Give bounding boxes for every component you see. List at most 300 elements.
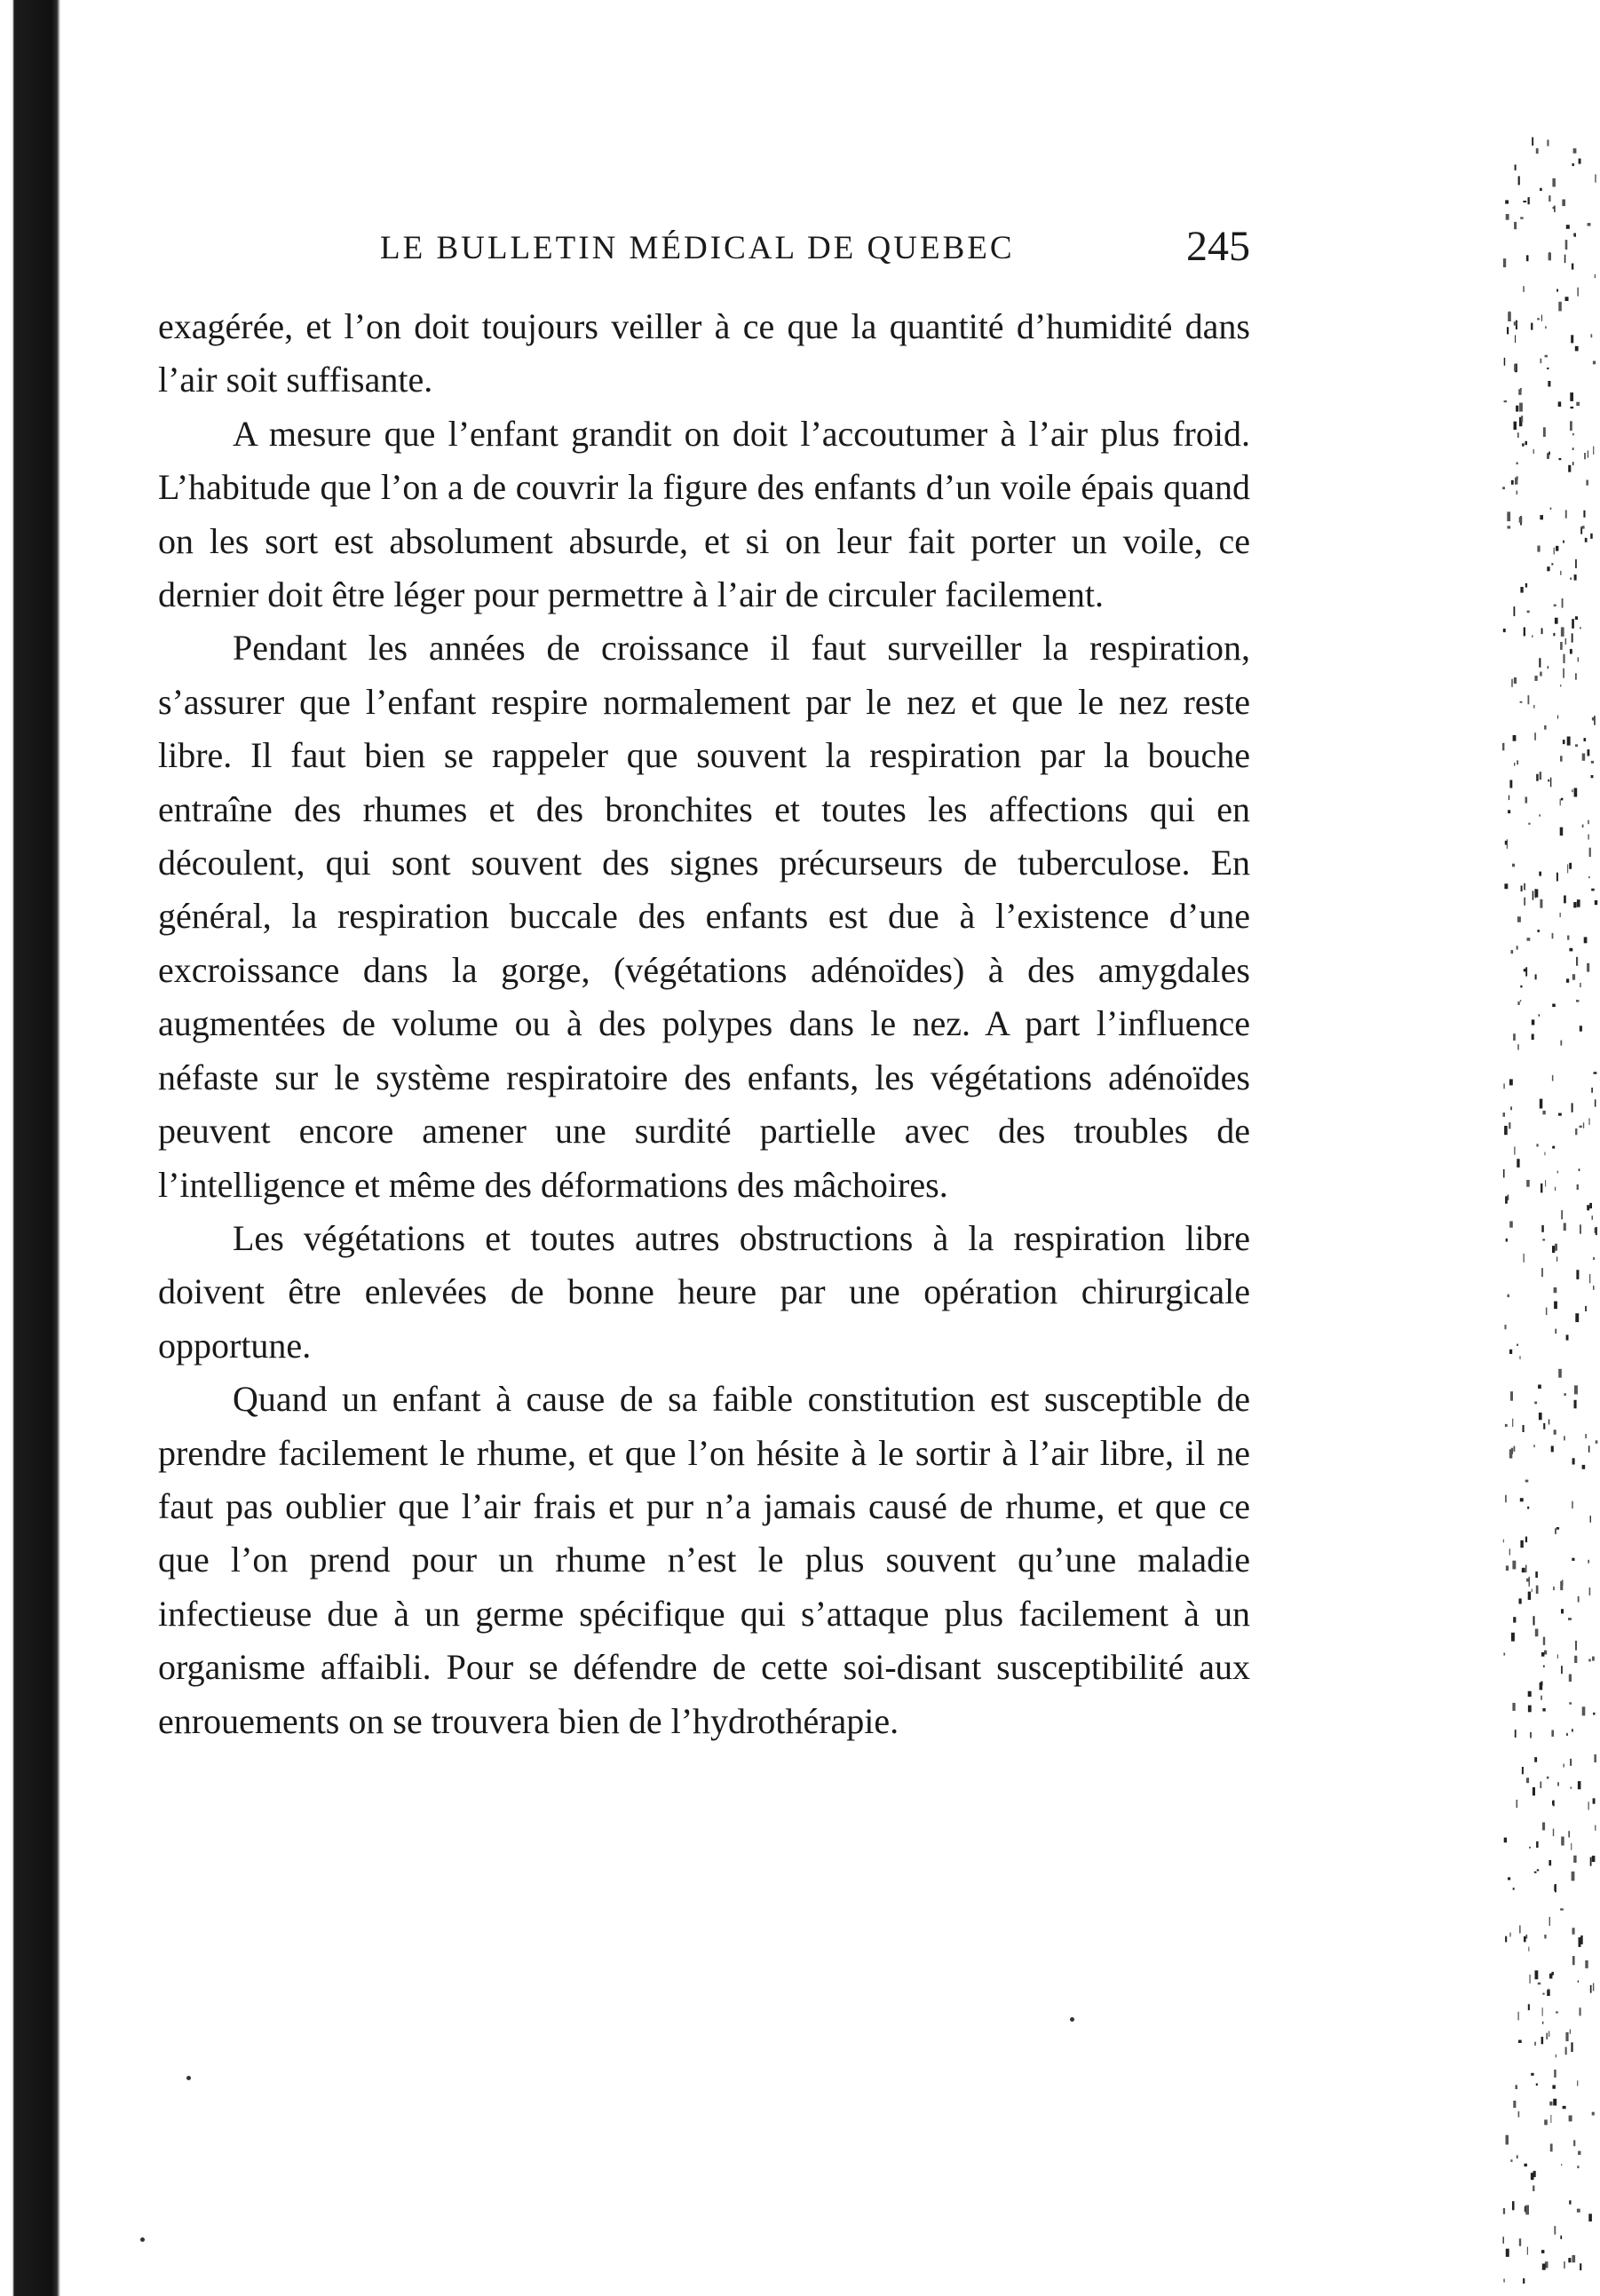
noise-speck [1579,159,1581,164]
noise-speck [1520,217,1524,218]
noise-speck [1527,938,1531,941]
noise-speck [1553,633,1555,636]
noise-speck [1525,2164,1527,2166]
noise-speck [1594,1072,1597,1073]
noise-speck [1576,402,1580,406]
noise-speck [1529,1975,1530,1983]
noise-speck [1582,1465,1586,1469]
paragraph: Les végétations et toutes autres obstructions à la respiration libre doivent être enlevées de bonne heure par une opération chirurgicale opportune. [158,1217,1250,1366]
noise-speck [1532,1589,1533,1592]
noise-speck [1527,1507,1529,1509]
noise-speck [1580,1126,1582,1128]
noise-speck [1512,1419,1513,1427]
noise-speck [1548,381,1550,387]
noise-speck [1596,1227,1597,1235]
noise-speck [1570,578,1572,580]
noise-speck [1525,797,1528,804]
noise-speck [1560,1041,1562,1046]
page-number: 245 [1186,223,1250,270]
noise-speck [1580,983,1581,987]
noise-speck [1520,986,1522,988]
noise-speck [1517,463,1518,465]
noise-speck [1572,1956,1575,1965]
noise-speck [1557,1782,1558,1785]
noise-speck [1549,195,1550,202]
noise-speck [1549,1860,1551,1865]
noise-speck [1536,1841,1539,1848]
noise-speck [1513,735,1517,741]
noise-speck [1534,1402,1537,1405]
noise-speck [1528,1592,1531,1600]
noise-speck [1556,1256,1557,1261]
noise-speck [1548,780,1549,782]
noise-speck [1533,2186,1534,2192]
noise-speck [1571,2042,1572,2052]
noise-speck [1528,1691,1532,1697]
noise-speck [1552,1075,1554,1081]
noise-speck [1517,476,1518,479]
noise-speck [1541,628,1543,634]
noise-speck [1572,789,1573,792]
noise-speck [1572,2255,1575,2262]
noise-speck [1510,1106,1512,1110]
noise-speck [1551,563,1553,565]
noise-speck [1593,361,1596,365]
noise-speck [1515,1730,1517,1738]
noise-speck [1509,780,1512,788]
noise-speck [1561,1837,1564,1846]
noise-speck [1566,225,1570,229]
noise-speck [1510,2159,1512,2162]
noise-speck [1502,743,1504,751]
noise-speck [1588,1445,1590,1453]
noise-speck [1517,2155,1518,2158]
noise-speck [1514,763,1515,766]
noise-speck [1531,2073,1533,2076]
noise-speck [1528,1706,1532,1713]
noise-speck [1566,1334,1569,1340]
noise-speck [1503,629,1506,632]
noise-speck [1595,900,1597,905]
noise-speck [1588,223,1591,226]
noise-speck [1590,1857,1592,1866]
noise-speck [1536,1586,1539,1594]
noise-speck [1579,1937,1581,1947]
noise-speck [1517,432,1518,438]
noise-speck [1596,1440,1598,1444]
noise-speck [1580,1936,1583,1944]
noise-speck [1585,1960,1588,1968]
noise-speck [1505,1424,1508,1427]
noise-speck [1523,1425,1525,1432]
noise-speck [1503,258,1506,267]
noise-speck [1523,286,1525,292]
noise-speck [1586,480,1588,486]
noise-speck [1572,1103,1573,1112]
noise-speck [1519,1926,1521,1934]
noise-speck [1541,2037,1544,2044]
noise-speck [1573,1856,1576,1863]
noise-speck [1514,1446,1516,1452]
noise-speck [1540,814,1541,816]
paragraph: Quand un enfant à cause de sa faible constitution est susceptible de prendre facilement le rhume, et que l’on hésite à le sortir à l’air libre, il ne faut pas oublier que l’air frais et pur n’a jamais causé de rhume, et que ce que l’on prend pour un rhume n’est le plus souvent qu’une maladie infectieuse due à un germe spécifique qui s’attaque plus facilement à un organisme affaibli. Pour se défendre de cette soi-disant susceptibilité aux enrouements on se trouvera bien de l’hydrothérapie. [158,1379,1250,1741]
noise-speck [1568,465,1571,472]
scan-speck [140,2237,145,2242]
noise-speck [1534,1445,1535,1447]
noise-speck [1545,355,1548,358]
noise-speck [1591,1088,1593,1093]
noise-speck [1533,449,1534,454]
noise-speck [1572,447,1574,450]
noise-speck [1591,761,1594,764]
noise-speck [1557,716,1558,719]
noise-speck [1570,421,1572,431]
noise-speck [1528,1947,1529,1952]
noise-speck [1566,978,1569,982]
noise-speck [1572,974,1575,980]
noise-speck [1561,1666,1563,1674]
noise-speck [1514,222,1517,229]
noise-speck [1537,318,1540,320]
noise-speck [1525,1537,1527,1543]
noise-speck [1575,744,1578,747]
noise-speck [1524,628,1525,637]
scan-edge-noise [1493,0,1600,2296]
noise-speck [1510,1391,1513,1401]
noise-speck [1541,315,1542,321]
noise-speck [1595,274,1596,278]
noise-speck [1511,480,1514,485]
noise-speck [1572,1558,1574,1561]
noise-speck [1564,1393,1566,1396]
noise-speck [1540,1782,1541,1789]
noise-speck [1526,1579,1528,1582]
noise-speck [1503,2208,1505,2214]
noise-speck [1525,441,1528,445]
noise-speck [1534,2042,1536,2046]
noise-speck [1560,756,1563,761]
noise-speck [1534,732,1536,740]
noise-speck [1548,666,1549,669]
noise-speck [1560,642,1563,650]
noise-speck [1561,1609,1564,1613]
noise-speck [1577,1184,1579,1190]
noise-speck [1521,416,1523,422]
noise-speck [1559,458,1562,460]
noise-speck [1524,1936,1526,1943]
noise-speck [1520,1540,1523,1548]
noise-speck [1588,876,1589,878]
noise-speck [1508,1877,1510,1880]
paragraph: A mesure que l’enfant grandit on doit l’accoutumer à l’air plus froid. L’habitude que l’on a de couvrir la figure des enfants d’un voile épais quand on les sort est absolument absurde, et si on leur fait porter un voile, ce dernier doit être léger pour permettre à l’air de circuler facilement. [158,413,1250,615]
noise-speck [1544,1651,1547,1655]
noise-speck [1537,1869,1539,1871]
noise-speck [1582,1706,1586,1715]
noise-speck [1564,255,1566,263]
noise-speck [1514,422,1517,430]
noise-speck [1592,717,1594,721]
noise-speck [1543,1666,1545,1667]
noise-speck [1565,511,1567,519]
noise-speck [1520,587,1523,593]
noise-speck [1580,2007,1581,2015]
noise-speck [1541,1184,1542,1193]
noise-speck [1517,491,1518,495]
noise-speck [1523,2278,1525,2284]
noise-speck [1554,206,1555,213]
noise-speck [1540,515,1543,519]
noise-speck [1504,883,1508,889]
noise-speck [1533,891,1534,899]
noise-speck [1542,2022,1543,2024]
noise-speck [1520,1498,1524,1501]
noise-speck [1540,772,1542,780]
noise-speck [1525,967,1527,976]
noise-speck [1554,1287,1557,1293]
noise-speck [1595,1099,1596,1106]
noise-speck [1565,2032,1568,2041]
noise-speck [1517,946,1518,949]
noise-speck [1555,1187,1556,1191]
noise-speck [1572,1458,1575,1464]
noise-speck [1554,605,1556,607]
noise-speck [1574,1400,1577,1409]
noise-speck [1554,2070,1556,2078]
noise-speck [1563,740,1565,744]
noise-speck [1557,1171,1558,1174]
noise-speck [1521,885,1523,891]
noise-speck [1562,200,1565,207]
noise-speck [1504,1126,1508,1135]
noise-speck [1533,1616,1535,1625]
noise-speck [1528,2004,1530,2010]
noise-speck [1592,2112,1595,2116]
noise-speck [1527,611,1530,614]
noise-speck [1553,1801,1555,1807]
noise-speck [1575,1641,1577,1651]
noise-speck [1506,2135,1509,2145]
noise-speck [1524,969,1526,971]
noise-speck [1550,2115,1551,2123]
noise-speck [1580,2263,1581,2270]
noise-speck [1568,1831,1570,1837]
noise-speck [1579,1168,1580,1171]
noise-speck [1519,517,1523,522]
noise-speck [1568,2258,1571,2262]
noise-speck [1573,2140,1575,2146]
noise-speck [1578,1981,1579,1983]
noise-speck [1524,1254,1525,1263]
noise-speck [1561,627,1564,637]
noise-speck [1547,566,1549,571]
noise-speck [1523,201,1526,202]
noise-speck [1518,389,1521,395]
noise-speck [1512,2201,1515,2210]
noise-speck [1580,1224,1581,1233]
noise-speck [1517,916,1521,922]
noise-speck [1543,427,1546,437]
noise-speck [1569,863,1572,869]
noise-speck [1518,2111,1520,2118]
noise-speck [1567,936,1569,940]
noise-speck [1552,1146,1555,1149]
noise-speck [1580,627,1581,629]
noise-speck [1569,948,1572,952]
noise-speck [1551,1446,1554,1453]
noise-speck [1572,1501,1573,1508]
noise-speck [1570,1759,1572,1766]
noise-speck [1519,1598,1522,1603]
noise-speck [1585,1306,1587,1311]
noise-speck [1517,1044,1518,1049]
noise-speck [1502,487,1505,489]
noise-speck [1561,2164,1562,2165]
noise-speck [1574,1656,1577,1663]
noise-speck [1585,538,1588,542]
noise-speck [1508,312,1511,321]
noise-speck [1553,2099,1556,2106]
paragraph: Pendant les années de croissance il faut surveiller la respiration, s’assurer que l’enfant respire normalement par le nez et que le nez reste libre. Il faut bien se rappeler que souvent la respiration par la bouche entraîne des rhumes et des bronchites et toutes les affections qui en découlent, qui sont souvent des signes précurseurs de tuberculose. En général, la respiration buccale des enfants est due à l’existence d’une excroissance dans la gorge, (végétations adénoïdes) à des amygdales augmentées de volume ou à des polypes dans le nez. A part l’influence néfaste sur le système respiratoire des enfants, les végétations adénoïdes peuvent encore amener une surdité partielle avec des troubles de l’intelligence et même des déformations des mâchoires. [158,628,1250,1205]
noise-speck [1582,754,1586,761]
noise-speck [1572,462,1573,465]
noise-speck [1567,864,1568,873]
noise-speck [1504,1838,1507,1843]
noise-speck [1584,738,1587,741]
noise-speck [1525,2205,1529,2215]
noise-speck [1542,1111,1545,1114]
noise-speck [1589,1587,1591,1595]
noise-speck [1576,957,1578,966]
paragraph: exagérée, et l’on doit toujours veiller à ce que la quantité d’humidité dans l’air soit suffisante. [158,306,1250,400]
noise-speck [1533,1787,1535,1795]
noise-speck [1516,406,1518,412]
noise-speck [1552,933,1554,938]
noise-speck [1588,820,1589,825]
noise-speck [1514,364,1517,371]
noise-speck [1514,606,1516,616]
noise-speck [1591,889,1595,891]
noise-speck [1506,1565,1509,1571]
noise-speck [1554,1429,1556,1435]
noise-speck [1565,638,1567,645]
noise-speck [1549,252,1550,255]
noise-speck [1577,2209,1580,2213]
noise-speck [1580,1025,1582,1031]
noise-speck [1593,447,1594,455]
noise-speck [1558,1113,1562,1116]
noise-speck [1561,798,1563,801]
noise-speck [1541,1682,1542,1686]
noise-speck [1512,1703,1515,1711]
noise-speck [1534,1872,1537,1873]
noise-speck [1555,1528,1556,1534]
noise-speck [1538,1983,1541,1985]
noise-speck [1526,1180,1530,1187]
noise-speck [1536,774,1538,781]
noise-speck [1556,873,1558,882]
noise-speck [1595,174,1596,182]
noise-speck [1567,737,1571,746]
noise-speck [1573,234,1575,235]
noise-speck [1569,1674,1572,1682]
noise-speck [1569,2200,1571,2205]
noise-speck [1541,1268,1542,1277]
noise-speck [1593,1983,1594,1991]
noise-speck [1575,1128,1577,1135]
noise-speck [1575,673,1577,680]
noise-speck [1553,1587,1555,1590]
noise-speck [1588,2213,1592,2221]
noise-speck [1593,1798,1596,1803]
noise-speck [1583,511,1585,518]
noise-speck [1558,1369,1562,1378]
noise-speck [1542,2264,1546,2270]
noise-speck [1510,1933,1511,1937]
noise-speck [1560,913,1561,917]
noise-speck [1525,583,1527,588]
noise-speck [1540,672,1542,677]
noise-speck [1582,825,1584,827]
noise-speck [1589,1274,1590,1283]
noise-speck [1505,1325,1507,1329]
noise-speck [1520,1000,1521,1002]
noise-speck [1584,453,1585,459]
noise-speck [1572,1729,1573,1731]
noise-speck [1505,1495,1506,1502]
noise-speck [1542,1993,1544,1995]
noise-speck [1511,1633,1515,1642]
noise-speck [1506,1239,1508,1242]
noise-speck [1536,148,1539,154]
noise-speck [1517,1002,1519,1005]
noise-speck [1588,1560,1589,1564]
noise-speck [1533,2171,1536,2177]
running-header [158,222,1250,275]
noise-speck [1566,1733,1568,1736]
noise-speck [1563,2106,1566,2109]
noise-speck [1509,1350,1512,1354]
noise-speck [1527,2247,1528,2255]
noise-speck [1540,899,1542,908]
noise-speck [1552,2085,1556,2088]
noise-speck [1552,1004,1556,1008]
noise-speck [1526,255,1529,261]
noise-speck [1517,1800,1518,1808]
noise-speck [1512,1561,1516,1570]
noise-speck [1560,2236,1562,2239]
noise-speck [1540,188,1542,191]
noise-speck [1507,511,1510,521]
noise-speck [1592,1856,1596,1862]
noise-speck [1582,526,1585,528]
noise-speck [1506,214,1509,220]
noise-speck [1555,1244,1557,1251]
noise-speck [1554,1885,1555,1891]
noise-speck [1537,546,1540,552]
noise-speck [1593,1257,1595,1260]
noise-speck [1522,443,1525,446]
noise-speck [1546,1308,1548,1316]
noise-speck [1575,616,1578,620]
noise-speck [1573,148,1577,154]
noise-speck [1550,508,1552,510]
noise-speck [1537,930,1540,932]
noise-speck [1518,2040,1522,2043]
noise-speck [1560,571,1561,575]
noise-speck [1535,1629,1539,1637]
noise-speck [1530,1732,1532,1738]
noise-speck [1531,323,1533,330]
